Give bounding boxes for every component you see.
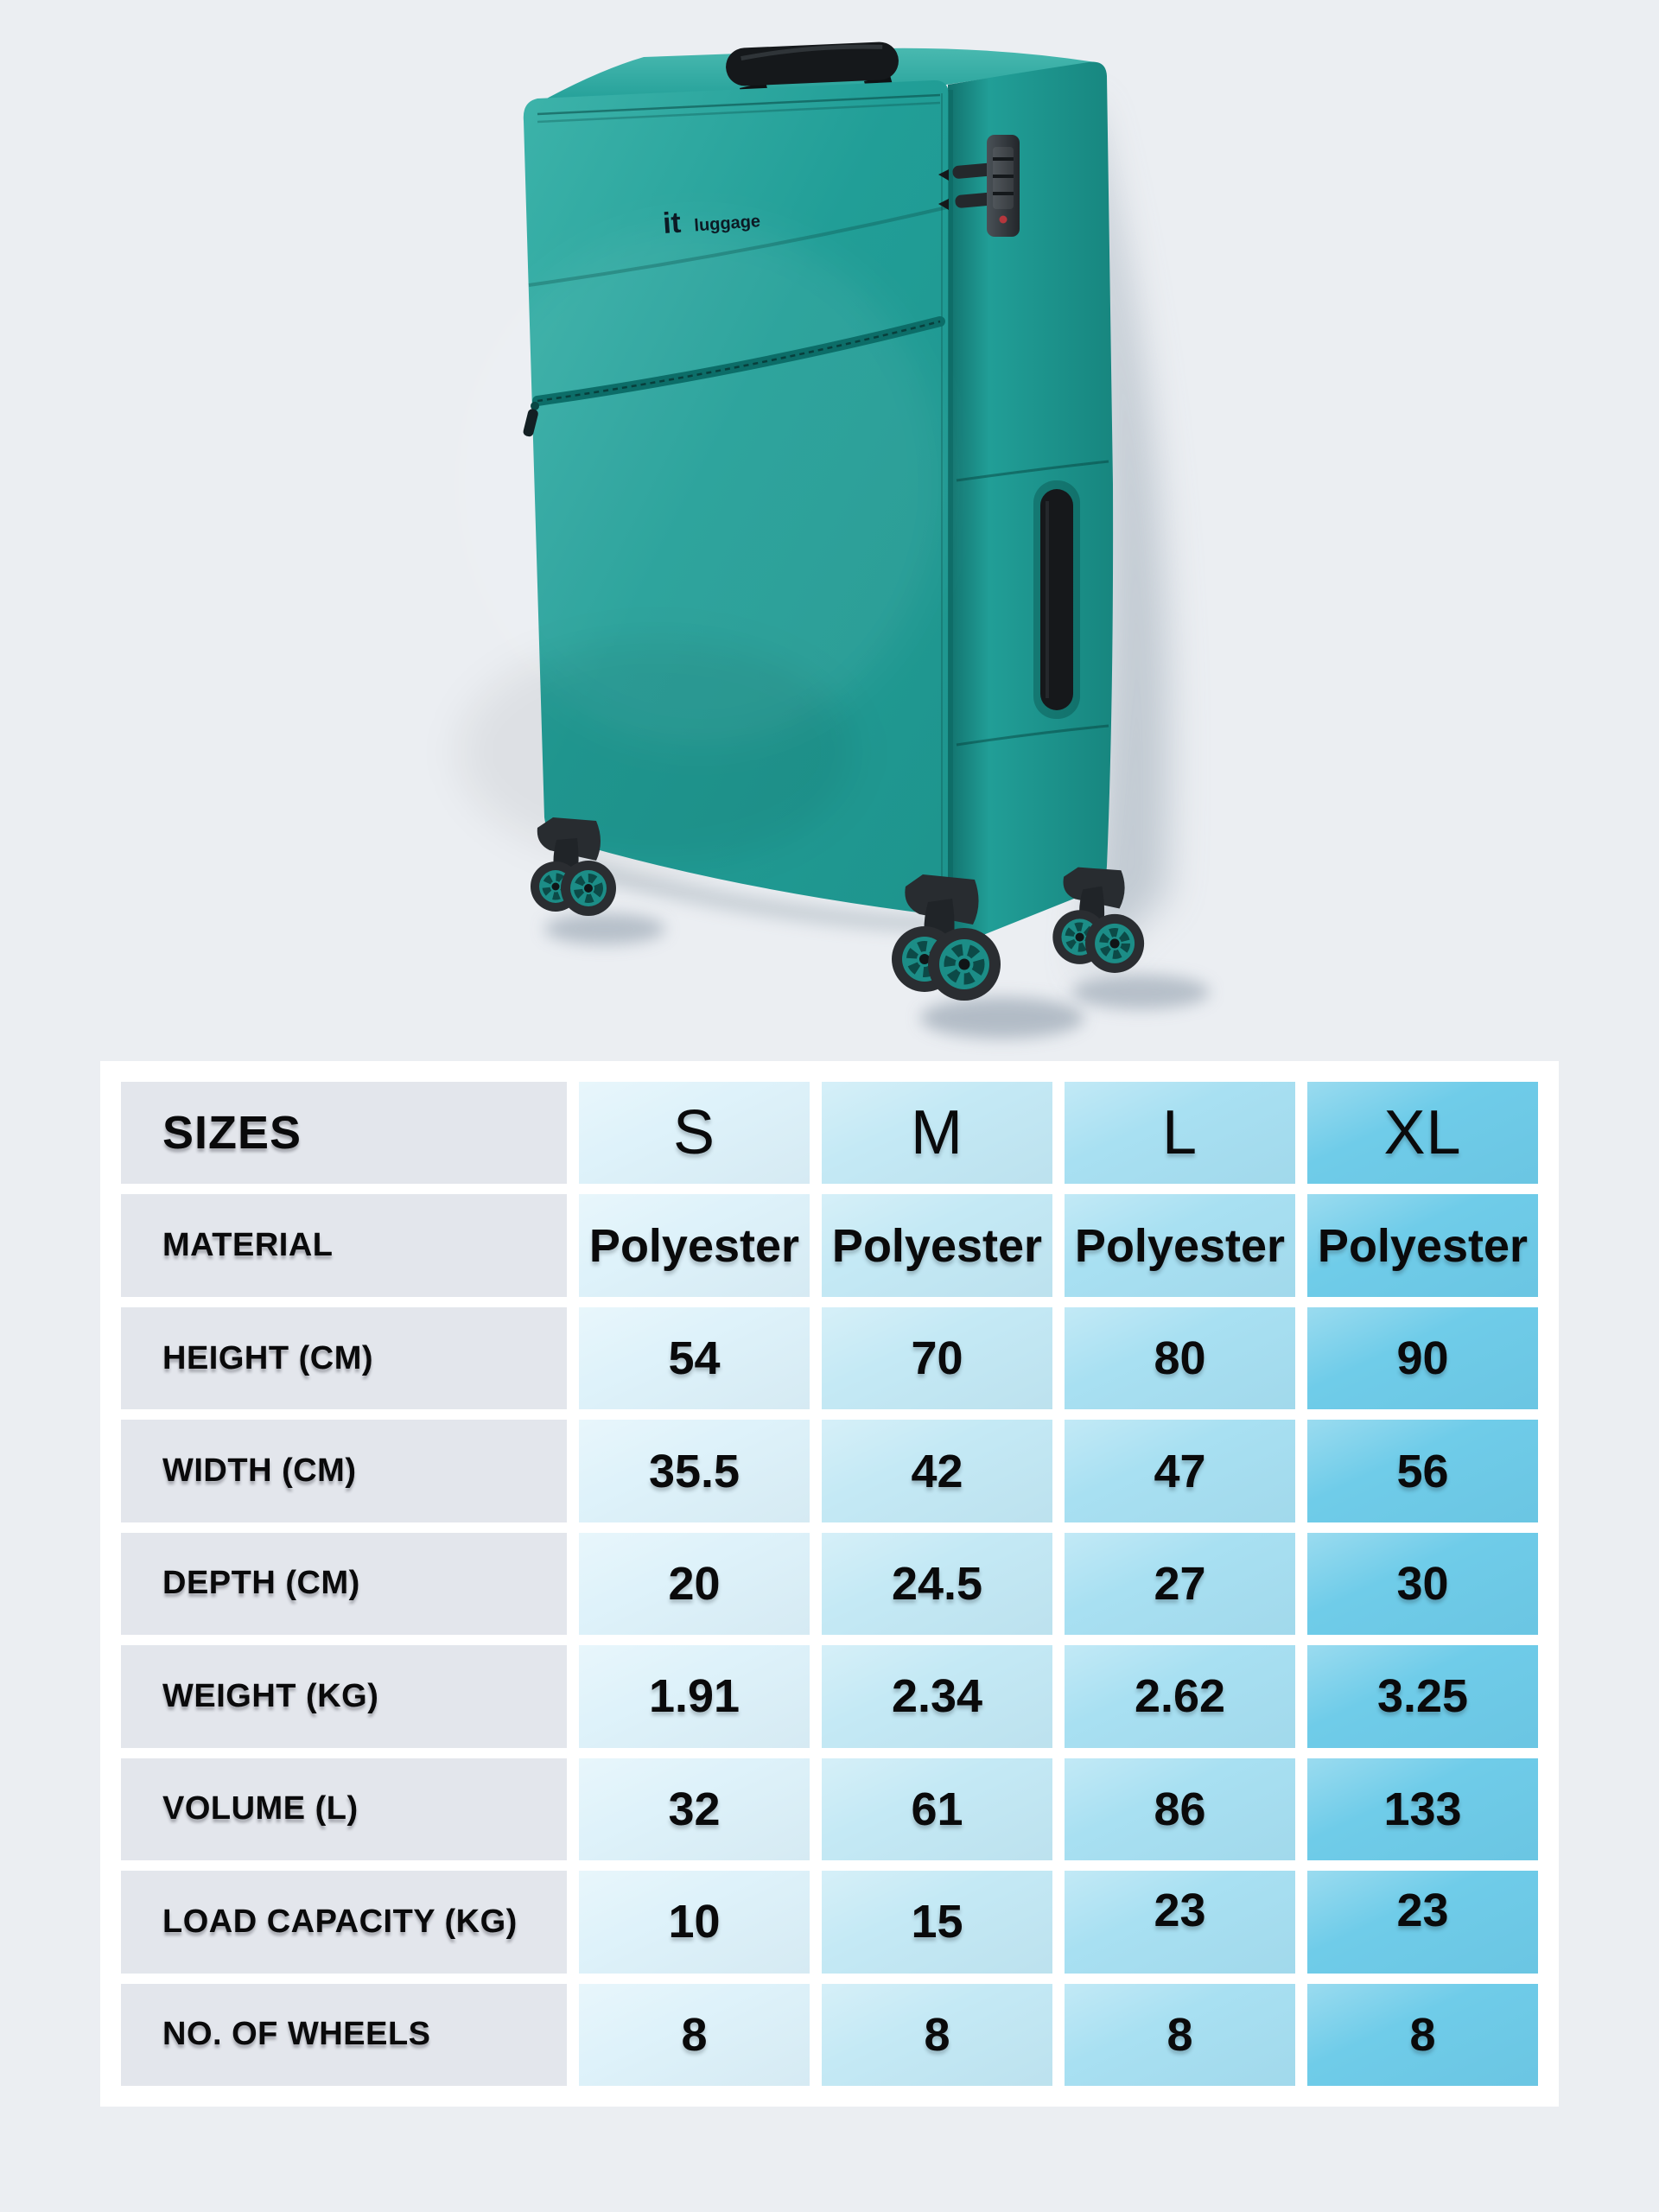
cell-value: 10	[579, 1871, 810, 1973]
cell-value: Polyester	[579, 1194, 810, 1296]
row-label: NO. OF WHEELS	[121, 1984, 567, 2086]
row-label: DEPTH (CM)	[121, 1533, 567, 1635]
cell-value: 133	[1307, 1758, 1538, 1860]
cell-value: Polyester	[822, 1194, 1052, 1296]
row-label: LOAD CAPACITY (KG)	[121, 1871, 567, 1973]
cell-value: 23	[1307, 1871, 1538, 1973]
cell-value: 86	[1065, 1758, 1295, 1860]
cell-value: 54	[579, 1307, 810, 1409]
cell-value: 3.25	[1307, 1645, 1538, 1747]
cell-value: 47	[1065, 1420, 1295, 1522]
col-header-m: M	[822, 1082, 1052, 1184]
table-title: SIZES	[121, 1082, 567, 1184]
cell-value: 8	[822, 1984, 1052, 2086]
row-label: MATERIAL	[121, 1194, 567, 1296]
cell-value: 61	[822, 1758, 1052, 1860]
cell-value: Polyester	[1307, 1194, 1538, 1296]
cell-value: 8	[1307, 1984, 1538, 2086]
cell-value: 15	[822, 1871, 1052, 1973]
col-header-s: S	[579, 1082, 810, 1184]
row-label: WEIGHT (KG)	[121, 1645, 567, 1747]
row-label: HEIGHT (CM)	[121, 1307, 567, 1409]
cell-value: 1.91	[579, 1645, 810, 1747]
suitcase-illustration	[0, 0, 1659, 1097]
cell-value: 32	[579, 1758, 810, 1860]
logo-it: it	[661, 206, 683, 240]
lock-indicator	[1000, 216, 1007, 224]
logo-luggage: luggage	[693, 212, 761, 236]
product-photo	[0, 0, 1659, 1097]
spec-card	[100, 1061, 1559, 2107]
cell-value: 90	[1307, 1307, 1538, 1409]
spec-table	[121, 1082, 1538, 2086]
cell-value: 20	[579, 1533, 810, 1635]
cell-value: 80	[1065, 1307, 1295, 1409]
cell-value: 35.5	[579, 1420, 810, 1522]
cell-value: 27	[1065, 1533, 1295, 1635]
col-header-xl: XL	[1307, 1082, 1538, 1184]
suitcase-front-panel	[458, 80, 950, 918]
cell-value: 8	[1065, 1984, 1295, 2086]
cell-value: 2.34	[822, 1645, 1052, 1747]
col-header-l: L	[1065, 1082, 1295, 1184]
row-label: WIDTH (CM)	[121, 1420, 567, 1522]
row-label: VOLUME (L)	[121, 1758, 567, 1860]
cell-value: 8	[579, 1984, 810, 2086]
cell-value: 42	[822, 1420, 1052, 1522]
cell-value: 24.5	[822, 1533, 1052, 1635]
cell-value: 2.62	[1065, 1645, 1295, 1747]
cell-value: 30	[1307, 1533, 1538, 1635]
cell-value: 56	[1307, 1420, 1538, 1522]
cell-value: Polyester	[1065, 1194, 1295, 1296]
cell-value: 23	[1065, 1871, 1295, 1973]
cell-value: 70	[822, 1307, 1052, 1409]
